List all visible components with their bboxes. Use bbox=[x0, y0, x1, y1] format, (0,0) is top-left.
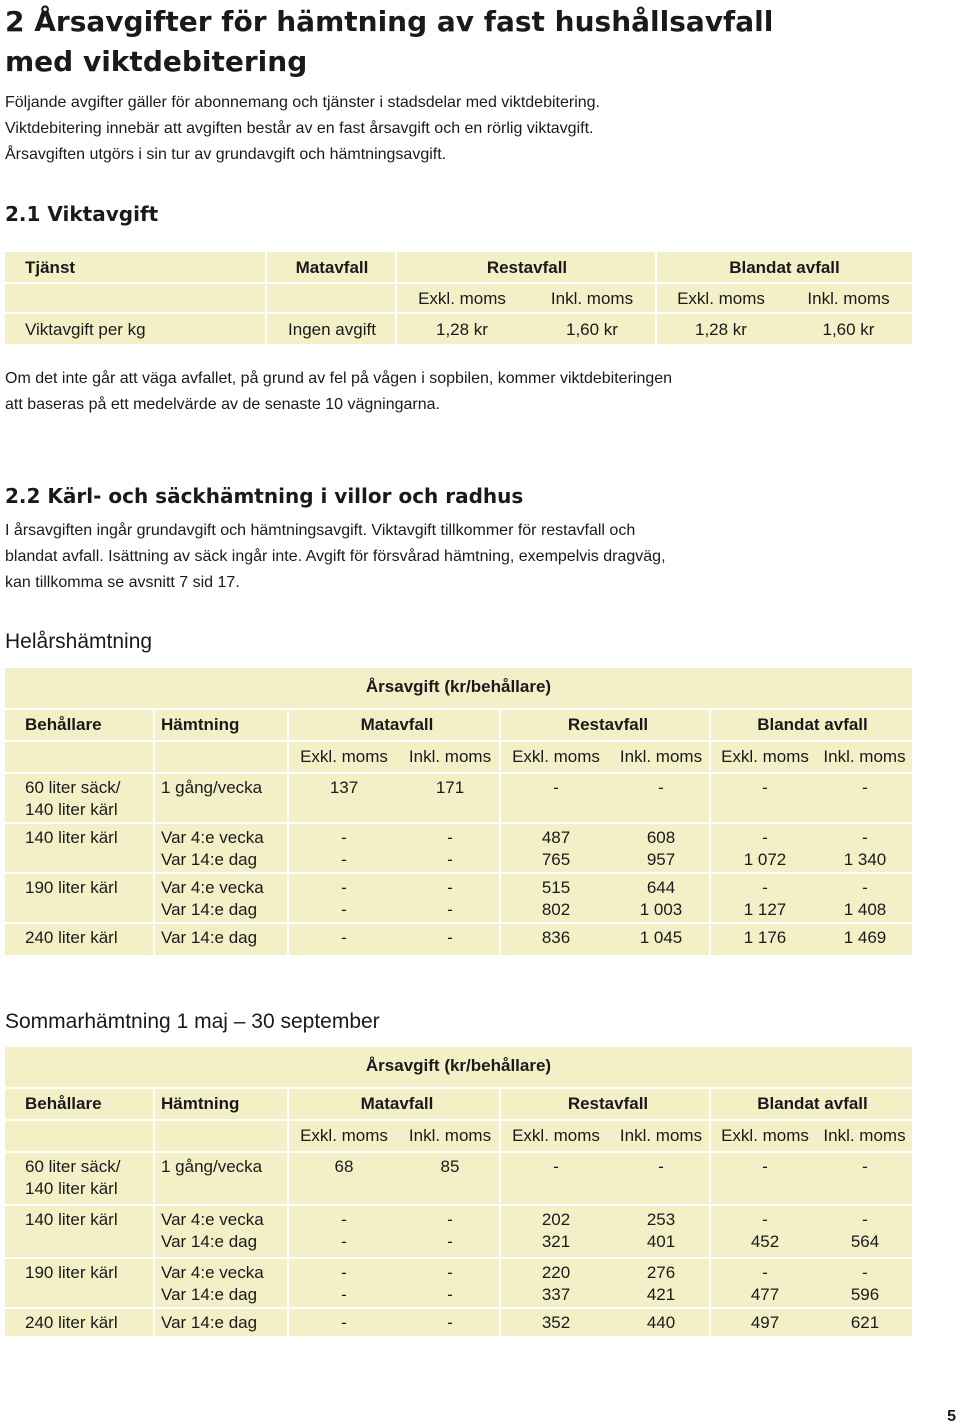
header-blandat: Blandat avfall bbox=[729, 258, 840, 277]
column-subheader: Inkl. moms bbox=[823, 747, 906, 766]
value-cell: 608 bbox=[646, 828, 676, 847]
karl-line-3: kan tillkomma se avsnitt 7 sid 17. bbox=[5, 574, 240, 591]
value-cell: 644 bbox=[646, 878, 676, 897]
container-cell: 140 liter kärl bbox=[25, 1210, 118, 1229]
value-cell: 276 bbox=[646, 1263, 676, 1282]
value-cell: - bbox=[553, 1157, 559, 1176]
container-cell: 140 liter kärl bbox=[25, 828, 118, 847]
helar-title: Helårshämtning bbox=[5, 630, 153, 653]
container-cell: 240 liter kärl bbox=[25, 928, 118, 947]
value-cell: 487 bbox=[541, 828, 571, 847]
frequency-cell: Var 4:e vecka bbox=[161, 1263, 264, 1282]
value-cell: - bbox=[762, 1263, 768, 1282]
value-cell: - bbox=[862, 1263, 868, 1282]
divider bbox=[287, 1089, 289, 1336]
viktavgift-table bbox=[5, 252, 912, 344]
container-cell: 190 liter kärl bbox=[25, 1263, 118, 1282]
cell-tjanst: Viktavgift per kg bbox=[25, 320, 146, 339]
value-cell: - bbox=[447, 1285, 453, 1304]
divider bbox=[499, 710, 501, 955]
value-cell: 68 bbox=[334, 1157, 354, 1176]
frequency-cell: Var 14:e dag bbox=[161, 1285, 258, 1304]
sommar-table bbox=[5, 1047, 912, 1336]
section-heading-viktavgift: 2.1 Viktavgift bbox=[5, 202, 159, 226]
header-restavfall: Restavfall bbox=[486, 258, 568, 277]
frequency-cell: Var 14:e dag bbox=[161, 850, 258, 869]
value-cell: - bbox=[341, 828, 347, 847]
cell-rest-inkl: 1,60 kr bbox=[566, 320, 618, 339]
column-subheader: Inkl. moms bbox=[619, 747, 703, 766]
value-cell: - bbox=[447, 1232, 453, 1251]
value-cell: 1 127 bbox=[743, 900, 787, 919]
value-cell: - bbox=[341, 1210, 347, 1229]
value-cell: - bbox=[341, 900, 347, 919]
divider bbox=[265, 252, 267, 344]
divider bbox=[499, 1089, 501, 1336]
cell-rest-exkl: 1,28 kr bbox=[436, 320, 488, 339]
table-caption: Årsavgift (kr/behållare) bbox=[365, 677, 552, 696]
helar-table bbox=[5, 668, 912, 955]
value-cell: 957 bbox=[646, 850, 676, 869]
value-cell: 1 003 bbox=[639, 900, 683, 919]
value-cell: 1 469 bbox=[843, 928, 887, 947]
value-cell: 337 bbox=[541, 1285, 571, 1304]
value-cell: 1 340 bbox=[843, 850, 887, 869]
value-cell: - bbox=[762, 878, 768, 897]
frequency-cell: Var 14:e dag bbox=[161, 900, 258, 919]
value-cell: 621 bbox=[850, 1313, 880, 1332]
divider bbox=[287, 710, 289, 955]
divider bbox=[655, 252, 657, 344]
value-cell: - bbox=[341, 850, 347, 869]
frequency-cell: Var 4:e vecka bbox=[161, 878, 264, 897]
value-cell: - bbox=[447, 928, 453, 947]
value-cell: - bbox=[341, 1313, 347, 1332]
value-cell: - bbox=[862, 778, 868, 797]
column-subheader: Exkl. moms bbox=[721, 1126, 809, 1145]
frequency-cell: Var 4:e vecka bbox=[161, 828, 264, 847]
value-cell: - bbox=[862, 1157, 868, 1176]
value-cell: - bbox=[447, 1313, 453, 1332]
karl-line-2: blandat avfall. Isättning av säck ingår inte. Avgift för försvårad hämtning, exempelvis dragväg, bbox=[5, 548, 666, 565]
karl-paragraph bbox=[5, 518, 666, 596]
column-subheader: Exkl. moms bbox=[512, 1126, 600, 1145]
value-cell: 452 bbox=[750, 1232, 780, 1251]
value-cell: - bbox=[447, 850, 453, 869]
value-cell: 202 bbox=[541, 1210, 571, 1229]
column-subheader: Inkl. moms bbox=[408, 747, 492, 766]
value-cell: - bbox=[341, 878, 347, 897]
value-cell: 515 bbox=[541, 878, 571, 897]
container-cell: 190 liter kärl bbox=[25, 878, 118, 897]
value-cell: 497 bbox=[750, 1313, 780, 1332]
cell-matavfall: Ingen avgift bbox=[288, 320, 376, 339]
page-title-line-2: med viktdebitering bbox=[5, 45, 308, 78]
value-cell: 171 bbox=[435, 778, 465, 797]
subheader-bland-exkl: Exkl. moms bbox=[677, 289, 765, 308]
subheader-rest-exkl: Exkl. moms bbox=[418, 289, 506, 308]
divider bbox=[709, 710, 711, 955]
value-cell: - bbox=[553, 778, 559, 797]
intro-line-3: Årsavgiften utgörs i sin tur av grundavgift och hämtningsavgift. bbox=[5, 146, 447, 163]
column-header: Blandat avfall bbox=[757, 715, 868, 734]
intro-line-2: Viktdebitering innebär att avgiften består av en fast årsavgift och en rörlig viktavgift. bbox=[5, 120, 594, 137]
frequency-cell: Var 14:e dag bbox=[161, 1232, 258, 1251]
column-subheader: Exkl. moms bbox=[721, 747, 809, 766]
value-cell: - bbox=[341, 1263, 347, 1282]
frequency-cell: 1 gång/vecka bbox=[161, 778, 263, 797]
note-line-1: Om det inte går att väga avfallet, på grund av fel på vågen i sopbilen, kommer viktdebiteringen bbox=[5, 370, 673, 387]
karl-line-1: I årsavgiften ingår grundavgift och hämtningsavgift. Viktavgift tillkommer för restavfall och bbox=[5, 522, 636, 539]
viktavgift-data-row bbox=[5, 314, 912, 344]
column-subheader: Inkl. moms bbox=[823, 1126, 906, 1145]
column-header: Behållare bbox=[25, 1094, 102, 1113]
value-cell: 220 bbox=[541, 1263, 571, 1282]
cell-bland-exkl: 1,28 kr bbox=[695, 320, 747, 339]
divider bbox=[395, 252, 397, 344]
value-cell: 253 bbox=[646, 1210, 676, 1229]
value-cell: 401 bbox=[646, 1232, 676, 1251]
section-heading-karl: 2.2 Kärl- och säckhämtning i villor och radhus bbox=[5, 484, 524, 508]
value-cell: - bbox=[762, 1157, 768, 1176]
value-cell: 1 176 bbox=[743, 928, 787, 947]
viktavgift-note bbox=[5, 366, 672, 418]
frequency-cell: Var 4:e vecka bbox=[161, 1210, 264, 1229]
divider bbox=[153, 710, 155, 955]
column-header: Matavfall bbox=[360, 715, 434, 734]
column-header: Hämtning bbox=[161, 1094, 240, 1113]
value-cell: 596 bbox=[850, 1285, 880, 1304]
value-cell: - bbox=[862, 878, 868, 897]
header-tjanst: Tjänst bbox=[25, 258, 76, 277]
viktavgift-subheader-row bbox=[5, 284, 912, 312]
divider bbox=[153, 1089, 155, 1336]
container-cell: 240 liter kärl bbox=[25, 1313, 118, 1332]
value-cell: - bbox=[762, 828, 768, 847]
note-line-2: att baseras på ett medelvärde av de senaste 10 vägningarna. bbox=[5, 396, 440, 413]
value-cell: 836 bbox=[541, 928, 571, 947]
cell-bland-inkl: 1,60 kr bbox=[822, 320, 875, 339]
value-cell: 137 bbox=[329, 778, 359, 797]
value-cell: 802 bbox=[541, 900, 571, 919]
column-header: Matavfall bbox=[360, 1094, 434, 1113]
divider bbox=[709, 1089, 711, 1336]
container-cell: 60 liter säck/ bbox=[25, 778, 121, 797]
column-subheader: Exkl. moms bbox=[512, 747, 600, 766]
viktavgift-header-row bbox=[5, 252, 912, 282]
column-header: Hämtning bbox=[161, 715, 240, 734]
column-subheader: Exkl. moms bbox=[300, 747, 388, 766]
value-cell: 1 408 bbox=[843, 900, 887, 919]
value-cell: 321 bbox=[541, 1232, 571, 1251]
container-cell: 140 liter kärl bbox=[25, 800, 118, 819]
value-cell: 765 bbox=[541, 850, 571, 869]
column-subheader: Inkl. moms bbox=[619, 1126, 703, 1145]
column-header: Restavfall bbox=[567, 1094, 649, 1113]
value-cell: - bbox=[762, 1210, 768, 1229]
value-cell: 1 045 bbox=[639, 928, 683, 947]
container-cell: 60 liter säck/ bbox=[25, 1157, 121, 1176]
value-cell: 1 072 bbox=[743, 850, 787, 869]
frequency-cell: 1 gång/vecka bbox=[161, 1157, 263, 1176]
value-cell: - bbox=[762, 778, 768, 797]
column-subheader: Exkl. moms bbox=[300, 1126, 388, 1145]
value-cell: 477 bbox=[750, 1285, 780, 1304]
page-title bbox=[5, 2, 905, 82]
column-subheader: Inkl. moms bbox=[408, 1126, 492, 1145]
value-cell: 440 bbox=[646, 1313, 676, 1332]
column-header: Blandat avfall bbox=[757, 1094, 868, 1113]
value-cell: 352 bbox=[541, 1313, 571, 1332]
value-cell: - bbox=[447, 878, 453, 897]
sommar-title: Sommarhämtning 1 maj – 30 september bbox=[5, 1010, 380, 1033]
header-matavfall: Matavfall bbox=[295, 258, 369, 277]
frequency-cell: Var 14:e dag bbox=[161, 1313, 258, 1332]
container-cell: 140 liter kärl bbox=[25, 1179, 118, 1198]
value-cell: - bbox=[447, 828, 453, 847]
intro-paragraph bbox=[5, 90, 600, 168]
page-number: 5 bbox=[947, 1408, 956, 1425]
value-cell: - bbox=[447, 1210, 453, 1229]
value-cell: 564 bbox=[850, 1232, 880, 1251]
subheader-bland-inkl: Inkl. moms bbox=[807, 289, 890, 308]
value-cell: - bbox=[341, 1232, 347, 1251]
value-cell: 85 bbox=[440, 1157, 460, 1176]
subheader-rest-inkl: Inkl. moms bbox=[550, 289, 634, 308]
value-cell: - bbox=[862, 1210, 868, 1229]
frequency-cell: Var 14:e dag bbox=[161, 928, 258, 947]
value-cell: - bbox=[447, 900, 453, 919]
column-header: Behållare bbox=[25, 715, 102, 734]
value-cell: - bbox=[658, 778, 664, 797]
value-cell: - bbox=[862, 828, 868, 847]
column-header: Restavfall bbox=[567, 715, 649, 734]
table-caption: Årsavgift (kr/behållare) bbox=[365, 1056, 552, 1075]
value-cell: - bbox=[341, 928, 347, 947]
intro-line-1: Följande avgifter gäller för abonnemang och tjänster i stadsdelar med viktdebitering. bbox=[5, 94, 600, 111]
value-cell: - bbox=[341, 1285, 347, 1304]
value-cell: - bbox=[447, 1263, 453, 1282]
value-cell: - bbox=[658, 1157, 664, 1176]
page-title-line-1: 2 Årsavgifter för hämtning av fast hushållsavfall bbox=[5, 5, 774, 38]
value-cell: 421 bbox=[646, 1285, 676, 1304]
